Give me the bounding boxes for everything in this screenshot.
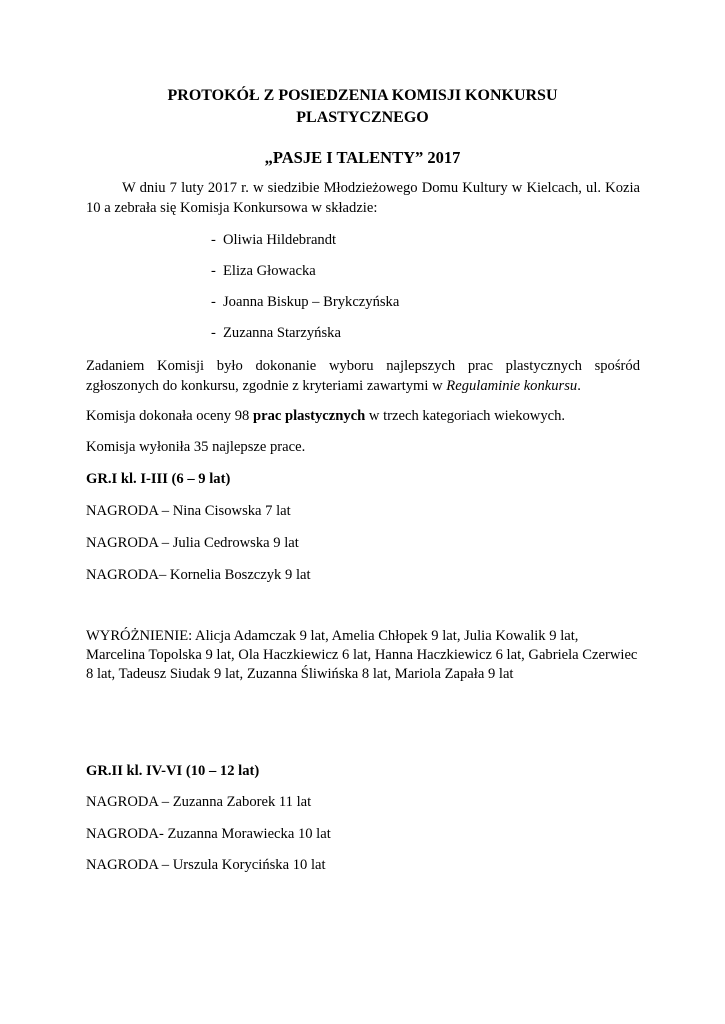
member-name: Oliwia Hildebrandt	[223, 232, 337, 248]
evaluation-bold: prac plastycznych	[252, 408, 366, 424]
group-1-heading: GR.I kl. I-III (6 – 9 lat)	[86, 471, 231, 487]
selected-line: Komisja wyłoniła 35 najlepsze prace.	[86, 439, 306, 455]
member-item: - Joanna Biskup – Brykczyńska	[211, 294, 400, 310]
contest-name: „PASJE I TALENTY” 2017	[264, 148, 461, 167]
title-line-2: PLASTYCZNEGO	[296, 109, 429, 126]
group-1-award: NAGRODA – Nina Cisowska 7 lat	[86, 503, 291, 519]
member-name: Zuzanna Starzyńska	[223, 325, 341, 341]
intro-paragraph: W dniu 7 luty 2017 r. w siedzibie Młodzieżowego Domu Kultury w Kielcach, ul. Kozia 10 a zebrała się Komisja Konkursowa w składzie:	[86, 180, 640, 216]
group-1-honorable-mentions: WYRÓŻNIENIE: Alicja Adamczak 9 lat, Amelia Chłopek 9 lat, Julia Kowalik 9 lat, Marcelina Topolska 9 lat, Ola Haczkiewicz 6 lat, Hanna Haczkiewicz 6 lat, Gabriela Czerwiec 8 lat, Tadeusz Siudak 9 lat, Zuzanna Śliwińska 8 lat, Mariola Zapała 9 lat	[86, 628, 638, 682]
group-1-award: NAGRODA – Julia Cedrowska 9 lat	[86, 535, 299, 551]
member-item: - Eliza Głowacka	[211, 263, 316, 279]
regulation-reference: Regulaminie konkursu	[446, 378, 578, 394]
evaluation-after: w trzech kategoriach wiekowych.	[365, 408, 566, 424]
task-paragraph	[86, 356, 640, 396]
group-2-award: NAGRODA – Urszula Korycińska 10 lat	[86, 857, 326, 873]
group-2-award: NAGRODA – Zuzanna Zaborek 11 lat	[86, 794, 312, 810]
group-1-award: NAGRODA– Kornelia Boszczyk 9 lat	[86, 567, 311, 583]
task-text: Zadaniem Komisji było dokonanie wyboru najlepszych prac plastycznych spośród zgłoszonych do konkursu, zgodnie z kryteriami zawartymi w	[86, 358, 640, 394]
title-line-1: PROTOKÓŁ Z POSIEDZENIA KOMISJI KONKURSU	[167, 87, 558, 104]
group-2-heading: GR.II kl. IV-VI (10 – 12 lat)	[86, 763, 260, 779]
member-name: Eliza Głowacka	[223, 263, 316, 279]
member-item: - Zuzanna Starzyńska	[211, 325, 341, 341]
task-end: .	[577, 378, 581, 394]
member-item: - Oliwia Hildebrandt	[211, 232, 337, 248]
member-name: Joanna Biskup – Brykczyńska	[223, 294, 400, 310]
group-2-award: NAGRODA- Zuzanna Morawiecka 10 lat	[86, 826, 331, 842]
evaluation-before: Komisja dokonała oceny 98	[86, 408, 253, 424]
evaluation-line	[86, 407, 565, 425]
